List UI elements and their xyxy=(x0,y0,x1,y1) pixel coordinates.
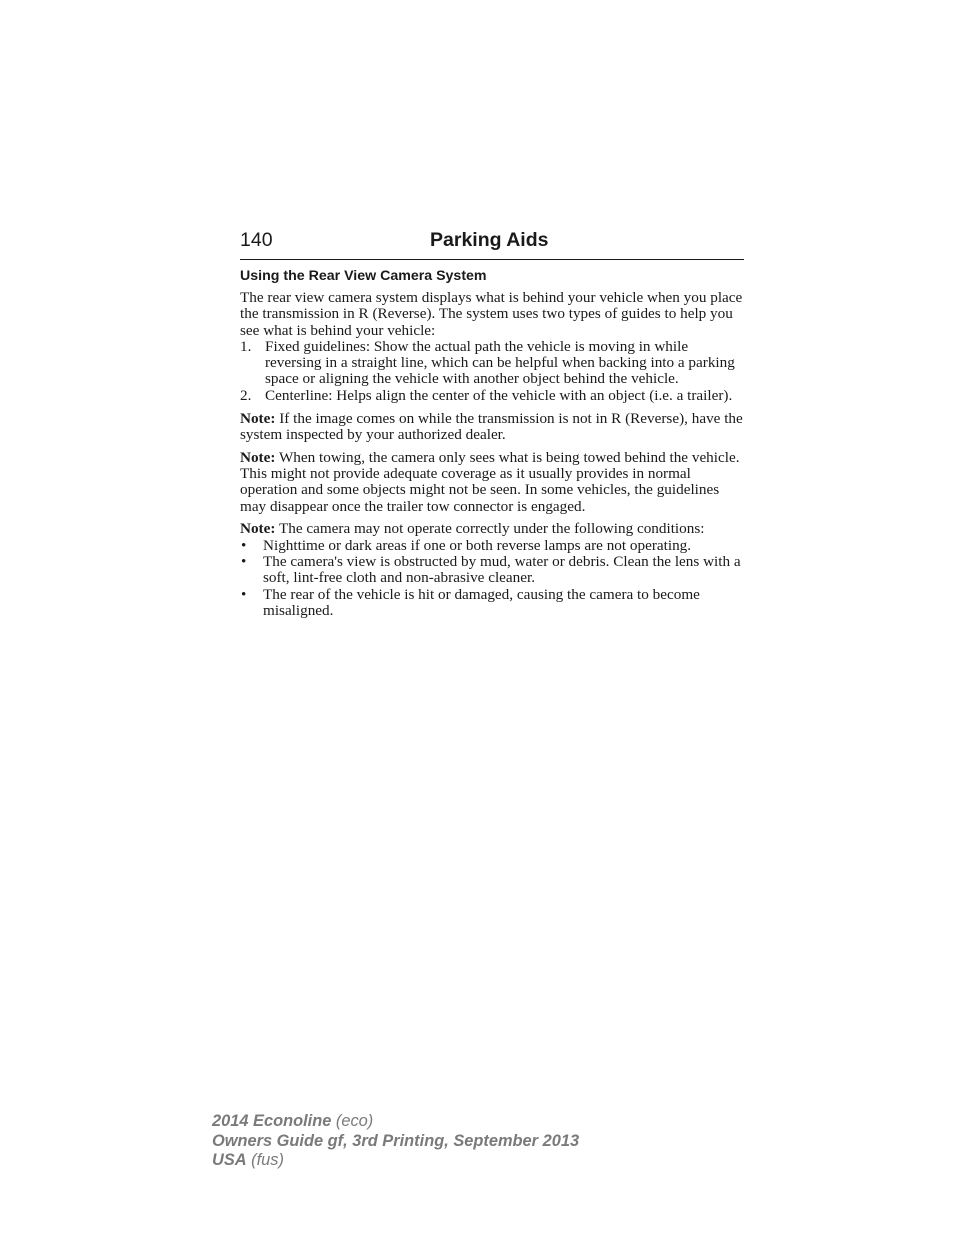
list-item xyxy=(240,554,744,587)
note-label: Note: xyxy=(240,448,276,466)
bullet-icon: • xyxy=(241,552,247,570)
list-number: 1. xyxy=(240,337,252,355)
list-item xyxy=(240,388,744,404)
note-text: The camera may not operate correctly under the following conditions: xyxy=(275,520,705,538)
note-paragraph xyxy=(240,521,744,537)
intro-paragraph: The rear view camera system displays what is behind your vehicle when you place the transmission in R (Reverse). The system uses two types of guides to help you see what is behind your vehicle: xyxy=(240,289,743,339)
note-label: Note: xyxy=(240,520,276,538)
page-header xyxy=(240,228,744,260)
list-item xyxy=(240,339,744,388)
bullet-icon: • xyxy=(241,536,247,554)
footer-market: USA xyxy=(212,1151,247,1169)
conditions-list xyxy=(240,538,744,619)
list-item-text: The camera's view is obstructed by mud, water or debris. Clean the lens with a soft, lint-free cloth and non-abrasive cleaner. xyxy=(263,552,741,587)
list-item-text: Centerline: Helps align the center of the vehicle with an object (i.e. a trailer). xyxy=(265,386,733,404)
footer-model: 2014 Econoline xyxy=(212,1112,332,1130)
page-title: Parking Aids xyxy=(430,229,549,251)
page-number: 140 xyxy=(240,229,273,251)
footer-line-model xyxy=(212,1112,579,1132)
note-paragraph xyxy=(240,411,744,444)
list-number: 2. xyxy=(240,386,252,404)
document-footer xyxy=(212,1112,579,1171)
footer-market-code: (fus) xyxy=(246,1151,284,1169)
guides-list xyxy=(240,339,744,404)
list-item-text: Nighttime or dark areas if one or both reverse lamps are not operating. xyxy=(263,536,692,554)
footer-model-code: (eco) xyxy=(331,1112,374,1130)
section-heading: Using the Rear View Camera System xyxy=(240,268,487,284)
note-label: Note: xyxy=(240,409,276,427)
note-paragraph xyxy=(240,450,744,515)
list-item xyxy=(240,587,744,620)
footer-line-market xyxy=(212,1151,579,1171)
page-content xyxy=(240,266,744,619)
note-text: When towing, the camera only sees what is being towed behind the vehicle. This might not provide adequate coverage as it usually provides in normal operation and some objects might not be seen. In some vehicles, the guidelines may disappear once the trailer tow connector is engaged. xyxy=(240,448,740,515)
bullet-icon: • xyxy=(241,585,247,603)
list-item xyxy=(240,538,744,554)
footer-line-edition xyxy=(212,1132,579,1152)
note-text: If the image comes on while the transmission is not in R (Reverse), have the system inspected by your authorized dealer. xyxy=(240,409,743,443)
footer-edition: Owners Guide gf, 3rd Printing, September 2013 xyxy=(212,1131,580,1150)
list-item-text: The rear of the vehicle is hit or damaged, causing the camera to become misaligned. xyxy=(263,585,700,619)
list-item-text: Fixed guidelines: Show the actual path the vehicle is moving in while reversing in a straight line, which can be helpful when backing into a parking space or aligning the vehicle with another object behind the vehicle. xyxy=(265,337,735,388)
